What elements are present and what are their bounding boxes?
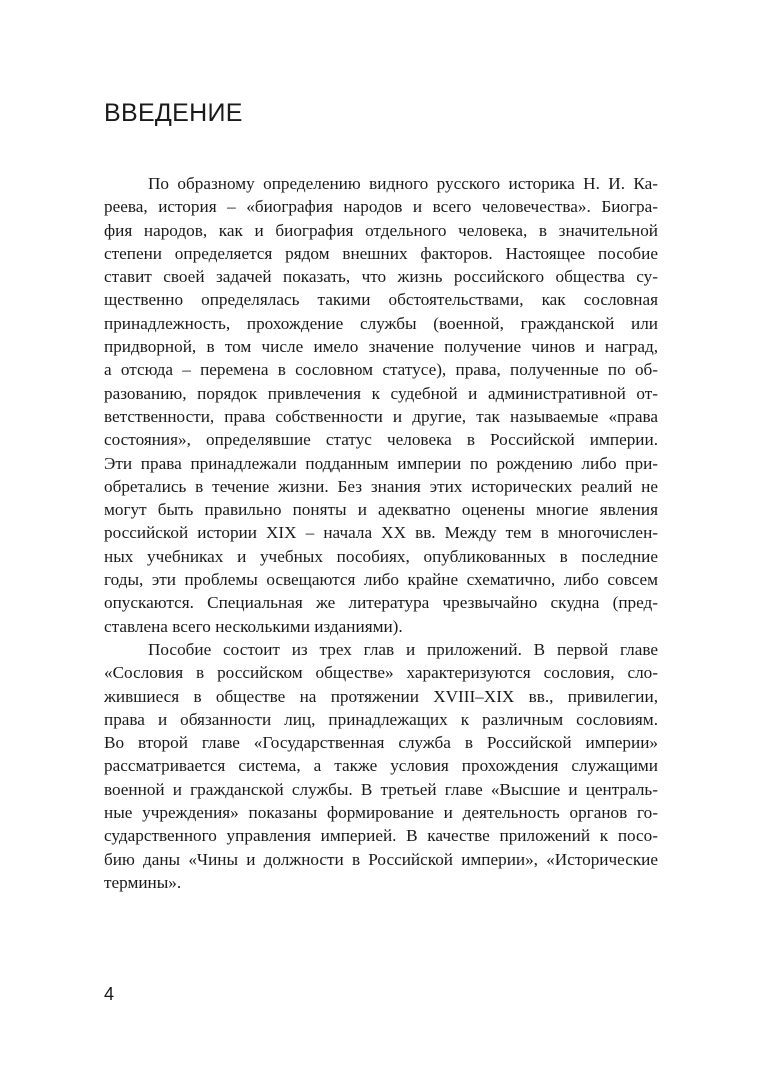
text-line: а отсюда – перемена в сословном статусе), права, полученные по об- xyxy=(104,360,658,380)
text-line: степени определяется рядом внешних факторов. Настоящее пособие xyxy=(104,243,658,263)
text-line: Во второй главе «Государственная служба в Российской империи» xyxy=(104,733,658,753)
text-line: ставит своей задачей показать, что жизнь российского общества су- xyxy=(104,267,658,287)
paragraph-2 xyxy=(104,638,658,894)
text-line: ставлена всего несколькими изданиями). xyxy=(104,616,403,636)
text-line: обретались в течение жизни. Без знания этих исторических реалий не xyxy=(104,476,658,496)
body-text xyxy=(104,172,658,894)
page-heading: ВВЕДЕНИЕ xyxy=(104,99,243,127)
text-line: права и обязанности лиц, принадлежащих к различным сословиям. xyxy=(104,709,658,729)
text-line: военной и гражданской службы. В третьей главе «Высшие и централь- xyxy=(104,779,658,799)
text-line: ветственности, права собственности и другие, так называемые «права xyxy=(104,406,658,426)
paragraph-1 xyxy=(104,172,658,638)
text-line: щественно определялась такими обстоятельствами, как сословная xyxy=(104,290,658,310)
text-line: Эти права принадлежали подданным империи по рождению либо при- xyxy=(104,453,658,473)
text-line: годы, эти проблемы освещаются либо крайне схематично, либо совсем xyxy=(104,570,658,590)
text-line: бию даны «Чины и должности в Российской империи», «Исторические xyxy=(104,849,658,869)
page-number: 4 xyxy=(104,984,115,1004)
text-line: состояния», определявшие статус человека в Российской империи. xyxy=(104,430,658,450)
text-line: Пособие состоит из трех глав и приложений. В первой главе xyxy=(148,639,658,659)
text-line: принадлежность, прохождение службы (военной, гражданской или xyxy=(104,313,658,333)
text-line: фия народов, как и биография отдельного человека, в значительной xyxy=(104,220,658,240)
text-line: придворной, в том числе имело значение получение чинов и наград, xyxy=(104,337,658,357)
text-line: могут быть правильно поняты и адекватно оценены многие явления xyxy=(104,500,658,520)
text-line: сударственного управления империей. В качестве приложений к посо- xyxy=(104,826,658,846)
text-line: российской истории XIX – начала XX вв. Между тем в многочислен- xyxy=(104,523,658,543)
text-line: ных учебниках и учебных пособиях, опубликованных в последние xyxy=(104,546,658,566)
text-line: разованию, порядок привлечения к судебной и административной от- xyxy=(104,383,658,403)
text-line: ные учреждения» показаны формирование и деятельность органов го- xyxy=(104,803,658,823)
text-line: реева, история – «биография народов и всего человечества». Биогра- xyxy=(104,197,658,217)
text-line: рассматривается система, а также условия прохождения служащими xyxy=(104,756,658,776)
text-line: термины». xyxy=(104,872,182,892)
text-line: «Сословия в российском обществе» характеризуются сословия, сло- xyxy=(104,663,658,683)
text-line: опускаются. Специальная же литература чрезвычайно скудна (пред- xyxy=(104,593,658,613)
text-line: По образному определению видного русского историка Н. И. Ка- xyxy=(148,174,658,193)
text-line: жившиеся в обществе на протяжении XVIII–XIX вв., привилегии, xyxy=(104,686,658,706)
